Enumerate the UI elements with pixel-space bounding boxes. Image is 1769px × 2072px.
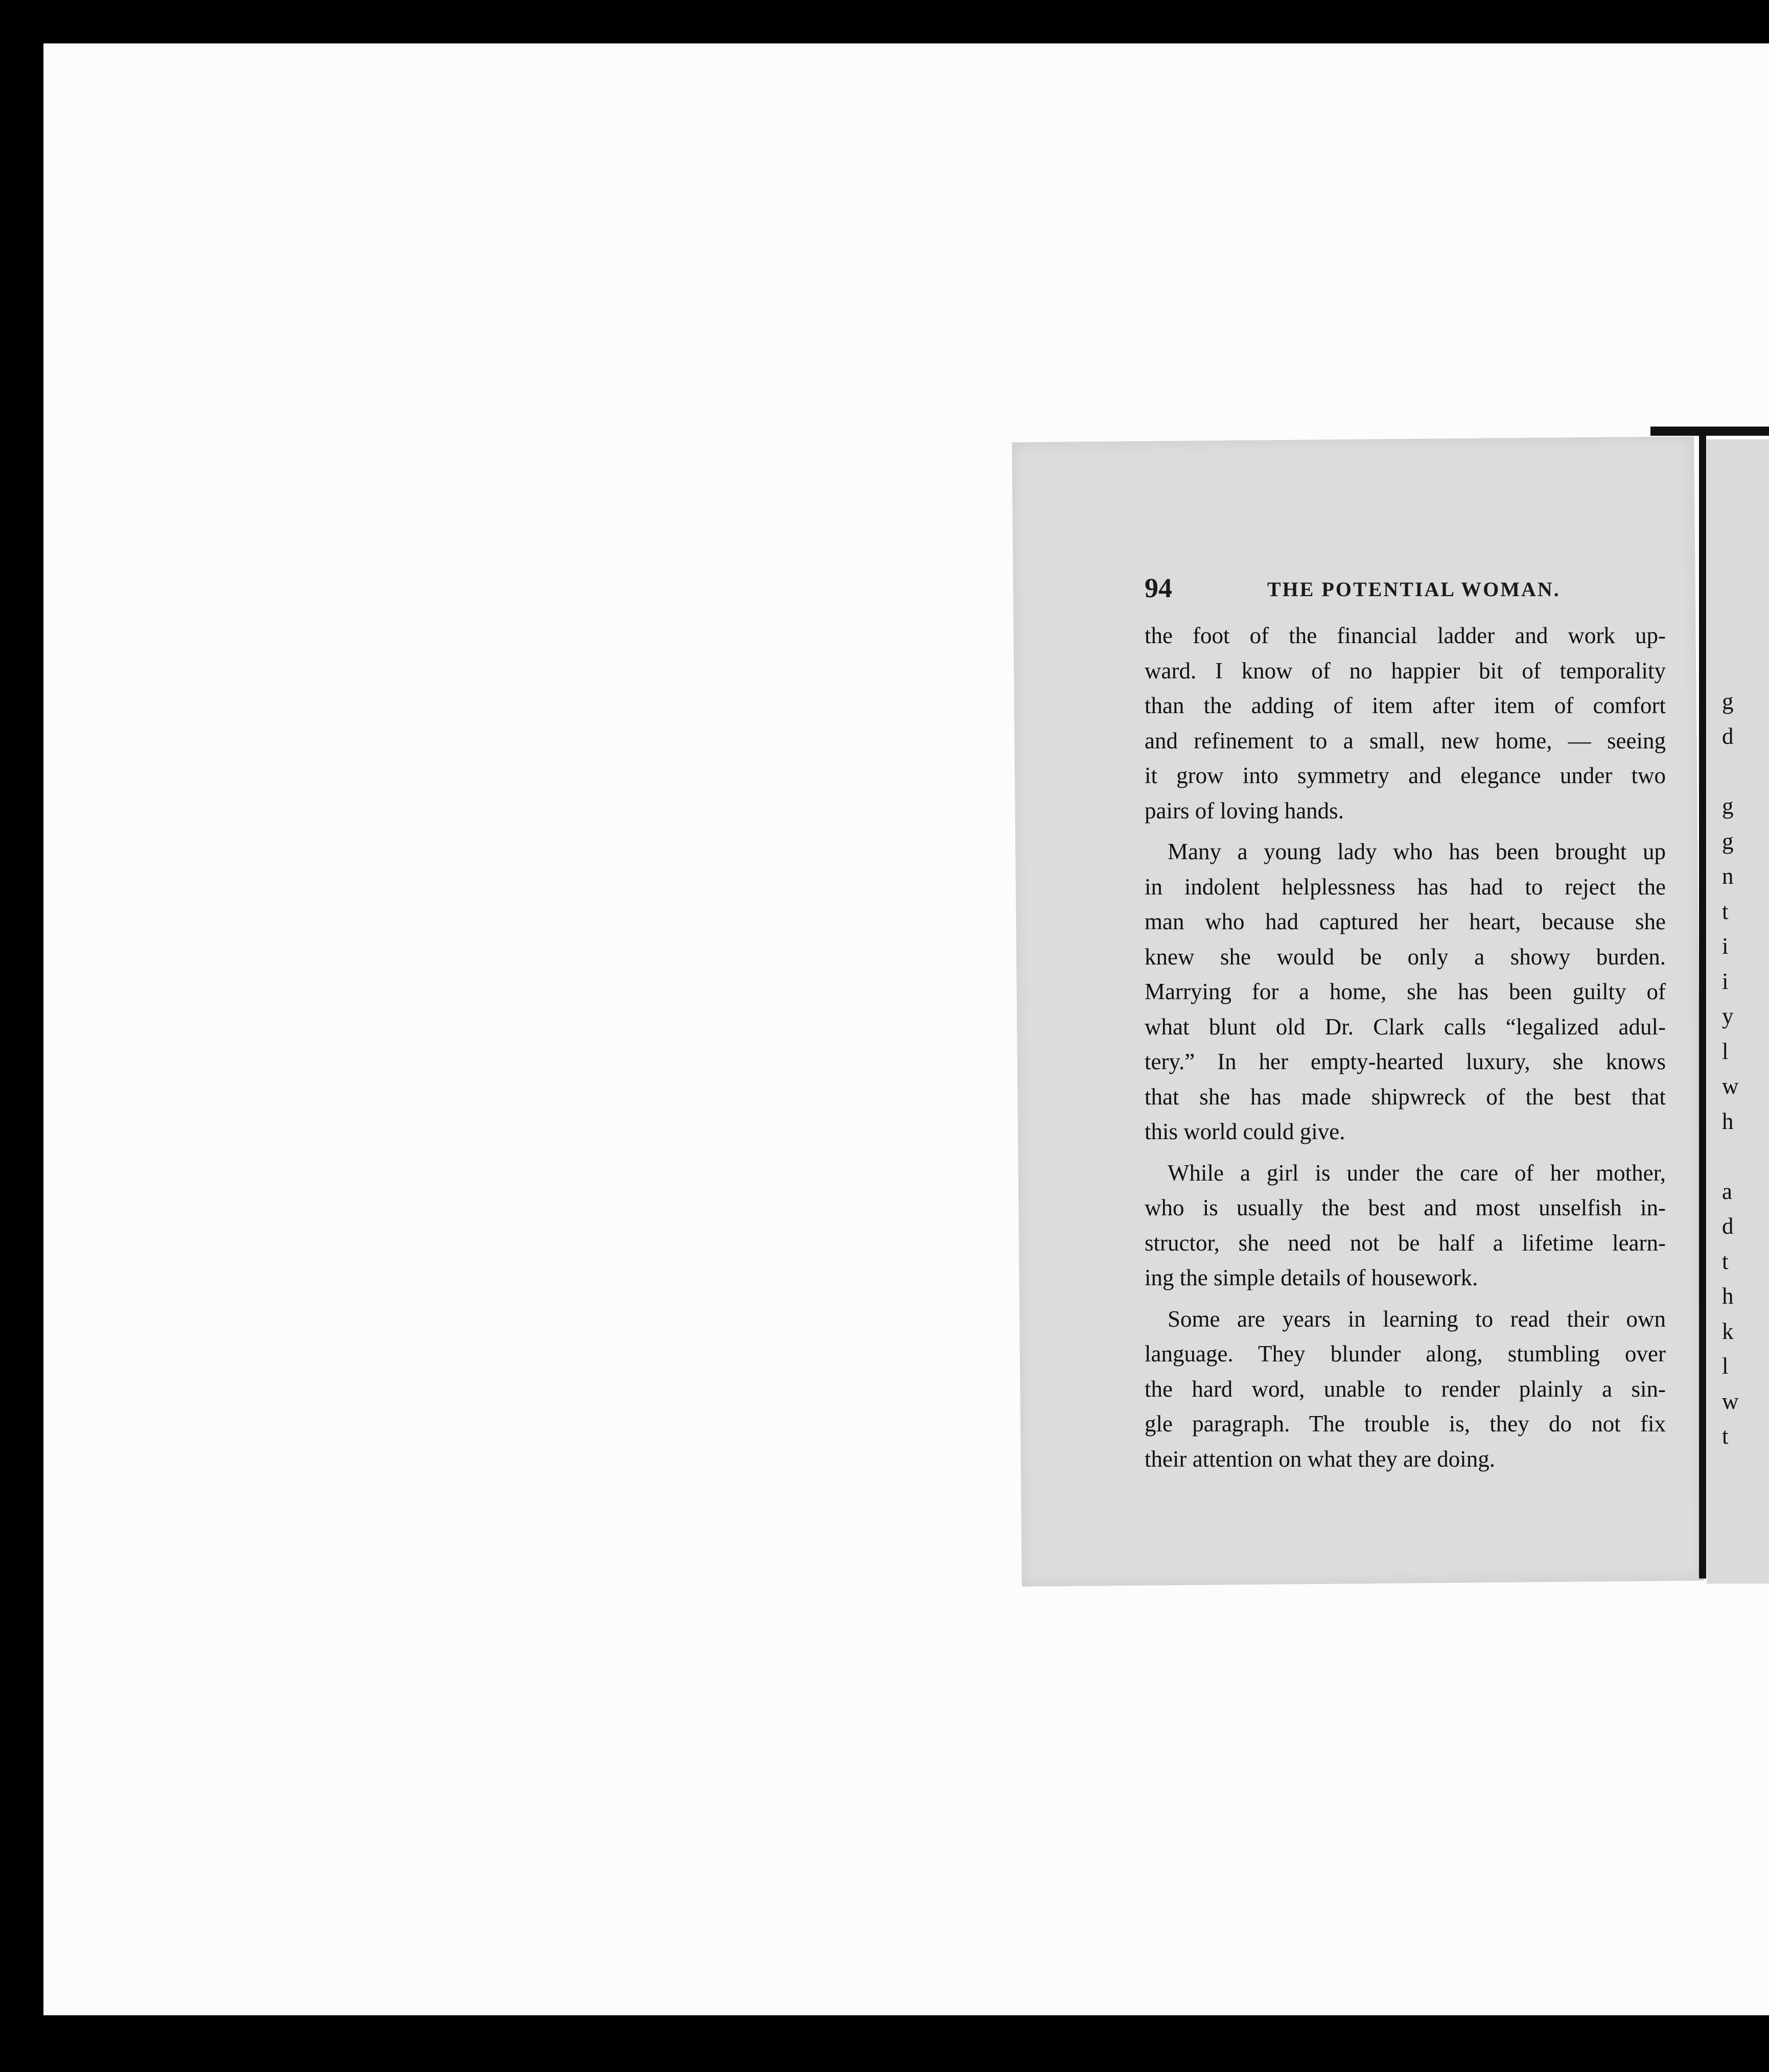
fragment: l — [1722, 1353, 1729, 1379]
text-line: gle paragraph. The trouble is, they do not fix — [1145, 1411, 1666, 1437]
text-line: this world could give. — [1145, 1119, 1345, 1144]
text-line: Some are years in learning to read their own — [1168, 1306, 1666, 1332]
text-line: language. They blunder along, stumbling over — [1145, 1341, 1666, 1367]
paragraph — [1145, 1156, 1666, 1296]
text-line: their attention on what they are doing. — [1145, 1446, 1496, 1472]
text-line: in indolent helplessness has had to reject the — [1145, 874, 1666, 900]
text-line: While a girl is under the care of her mother, — [1168, 1160, 1666, 1186]
fragment: d — [1722, 1213, 1734, 1239]
text-line: Marrying for a home, she has been guilty of — [1145, 979, 1666, 1004]
fragment: y — [1722, 1003, 1734, 1029]
fragment: a — [1722, 1178, 1732, 1204]
fragment: l — [1722, 1038, 1729, 1064]
text-line: that she has made shipwreck of the best that — [1145, 1084, 1666, 1110]
text-line: structor, she need not be half a lifetime learn- — [1145, 1230, 1666, 1256]
page-number: 94 — [1145, 573, 1172, 603]
fragment: i — [1722, 933, 1729, 959]
fragment — [1722, 649, 1763, 684]
fragment: i — [1722, 968, 1729, 994]
fragment: n — [1722, 863, 1734, 889]
text-line: the hard word, unable to render plainly a sin- — [1145, 1376, 1666, 1402]
book-spine — [1699, 434, 1706, 1579]
fragment: k — [1722, 1318, 1734, 1344]
fragment: g — [1722, 828, 1734, 854]
paragraph — [1145, 618, 1666, 828]
fragment — [1722, 754, 1763, 789]
paragraph — [1145, 834, 1666, 1149]
body-text — [1145, 618, 1666, 1476]
text-line: pairs of loving hands. — [1145, 797, 1344, 823]
page-header — [1145, 572, 1671, 613]
paragraph — [1145, 1302, 1666, 1477]
text-line: who is usually the best and most unselfish in- — [1145, 1195, 1666, 1220]
text-line: it grow into symmetry and elegance under two — [1145, 763, 1666, 788]
fragment: t — [1722, 1423, 1729, 1449]
text-line: Many a young lady who has been brought up — [1168, 839, 1666, 864]
fragment: w — [1722, 1073, 1739, 1099]
fragment: t — [1722, 1248, 1729, 1274]
text-line: ing the simple details of housework. — [1145, 1265, 1478, 1290]
text-line: ward. I know of no happier bit of temporality — [1145, 657, 1666, 684]
text-line: what blunt old Dr. Clark calls “legalized adul- — [1145, 1014, 1666, 1040]
fragment — [1722, 1139, 1763, 1174]
text-line: than the adding of item after item of comfort — [1145, 693, 1666, 718]
fragment: w — [1722, 1388, 1739, 1414]
text-line: the foot of the financial ladder and work up- — [1145, 623, 1666, 648]
fragment: h — [1722, 1108, 1734, 1134]
running-title: THE POTENTIAL WOMAN. — [1267, 578, 1561, 601]
fragment: g — [1722, 793, 1734, 819]
facing-page-fragments — [1722, 649, 1763, 1454]
book-edge-shadow — [1650, 427, 1769, 436]
fragment: d — [1722, 723, 1734, 749]
text-line: tery.” In her empty-hearted luxury, she knows — [1145, 1049, 1666, 1074]
fragment: g — [1722, 688, 1734, 714]
fragment: h — [1722, 1283, 1734, 1309]
fragment: t — [1722, 898, 1729, 924]
text-line: man who had captured her heart, because she — [1145, 909, 1666, 934]
text-line: and refinement to a small, new home, — seeing — [1145, 727, 1666, 754]
text-line: knew she would be only a showy burden. — [1145, 944, 1666, 970]
